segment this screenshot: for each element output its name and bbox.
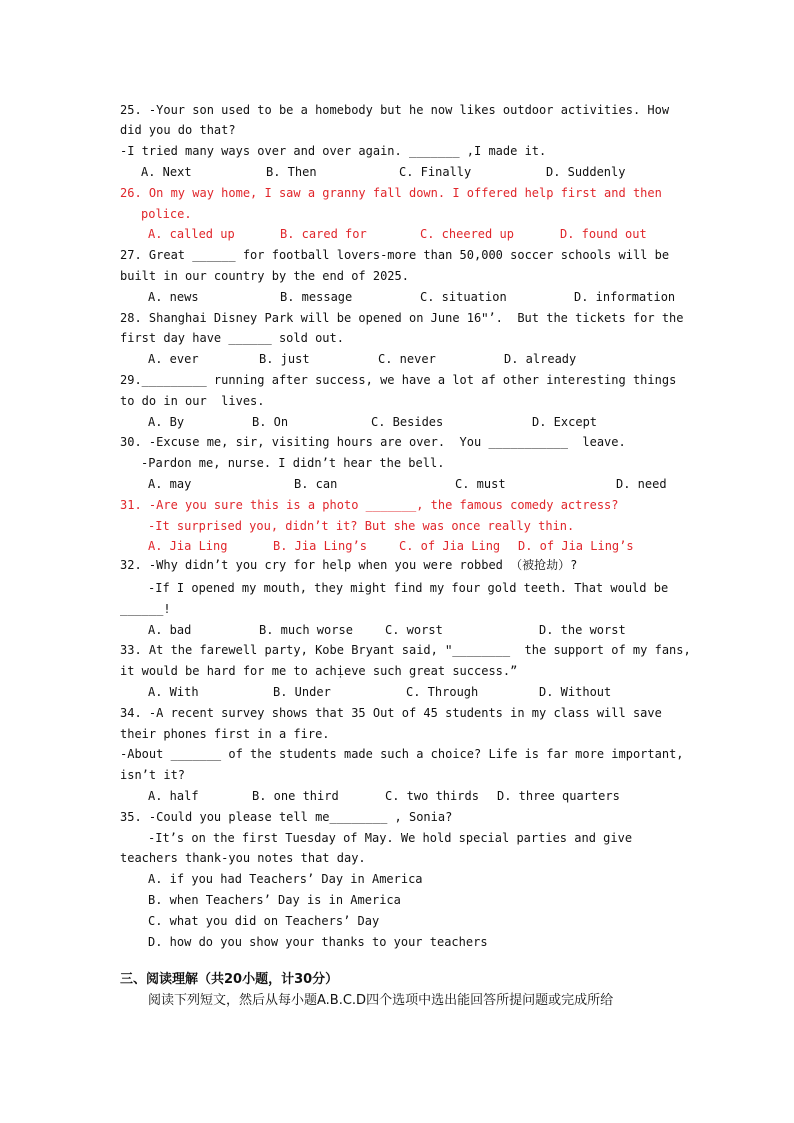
q34-stem-line4: isn’t it?	[120, 768, 186, 782]
q31-option-b: B. Jia Ling’s	[273, 539, 367, 553]
q25-option-a: A. Next	[141, 165, 192, 179]
q35-stem-line1: 35. -Could you please tell me________ , Sonia?	[120, 810, 453, 824]
q30-option-c: C. must	[455, 477, 506, 491]
q34-option-d: D. three quarters	[497, 789, 620, 803]
q27-stem-line1: 27. Great ______ for football lovers-more than 50,000 soccer schools will be	[120, 248, 670, 262]
q27-stem-line2: built in our country by the end of 2025.	[120, 269, 409, 283]
q25-stem-line2: did you do that?	[120, 123, 236, 137]
q28-option-c: C. never	[378, 352, 436, 366]
q29-option-b: B. On	[252, 415, 289, 429]
q30-stem-line1: 30. -Excuse me, sir, visiting hours are over. You ___________ leave.	[120, 435, 626, 449]
q26-option-a: A. called up	[148, 227, 235, 241]
q26-stem-line2: police.	[141, 207, 192, 221]
q32-stem-line2: -If I opened my mouth, they might find my four gold teeth. That would be	[148, 581, 669, 595]
q34-option-b: B. one third	[252, 789, 339, 803]
q25-option-b: B. Then	[266, 165, 317, 179]
q33-option-c: C. Through	[406, 685, 479, 699]
q32-option-b: B. much worse	[259, 623, 353, 637]
q32-stem-line1: 32. -Why didn’t you cry for help when you were robbed （被抢劫）?	[120, 558, 578, 572]
q29-stem-line2: to do in our lives.	[120, 394, 265, 408]
q25-option-c: C. Finally	[399, 165, 472, 179]
q26-option-c: C. cheered up	[420, 227, 514, 241]
q28-option-a: A. ever	[148, 352, 199, 366]
q27-option-a: A. news	[148, 290, 199, 304]
q33-option-a: A. With	[148, 685, 199, 699]
q33-stem-line2: it would be hard for me to achịeve such great success.”	[120, 664, 518, 678]
q35-option-b: B. when Teachers’ Day is in America	[148, 893, 401, 907]
q29-stem-line1: 29._________ running after success, we have a lot af other interesting things	[120, 373, 677, 387]
q34-stem-line3: -About _______ of the students made such a choice? Life is far more important,	[120, 747, 684, 761]
q34-option-a: A. half	[148, 789, 199, 803]
q27-option-d: D. information	[574, 290, 676, 304]
q30-option-b: B. can	[294, 477, 338, 491]
q32-option-c: C. worst	[385, 623, 443, 637]
q31-option-d: D. of Jia Ling’s	[518, 539, 634, 553]
q26-option-b: B. cared for	[280, 227, 367, 241]
q25-stem-line1: 25. -Your son used to be a homebody but he now likes outdoor activities. How	[120, 103, 670, 117]
q35-option-a: A. if you had Teachers’ Day in America	[148, 872, 423, 886]
q30-option-d: D. need	[616, 477, 667, 491]
q29-option-c: C. Besides	[371, 415, 444, 429]
section-heading: 三、阅读理解（共20小题，计30分）	[120, 972, 339, 987]
q35-stem-line2: -It’s on the first Tuesday of May. We hold special parties and give	[148, 831, 633, 845]
q35-option-c: C. what you did on Teachers’ Day	[148, 914, 380, 928]
q27-option-b: B. message	[280, 290, 353, 304]
section-instruction: 阅读下列短文，然后从每小题A.B.C.D四个选项中选出能回答所提问题或完成所给	[148, 993, 614, 1008]
q27-option-c: C. situation	[420, 290, 507, 304]
q33-stem-line1: 33. At the farewell party, Kobe Bryant said, ʺ________ the support of my fans,	[120, 643, 691, 657]
q28-option-b: B. just	[259, 352, 310, 366]
q25-option-d: D. Suddenly	[546, 165, 626, 179]
q35-option-d: D. how do you show your thanks to your teachers	[148, 935, 488, 949]
q31-option-a: A. Jia Ling	[148, 539, 228, 553]
q33-option-d: D. Without	[539, 685, 612, 699]
q35-stem-line3: teachers thank-you notes that day.	[120, 851, 366, 865]
q26-option-d: D. found out	[560, 227, 647, 241]
q32-stem-line3: ______!	[120, 602, 171, 616]
q26-stem-line1: 26. On my way home, I saw a granny fall down. I offered help first and then	[120, 186, 662, 200]
q28-stem-line2: first day have ______ sold out.	[120, 331, 344, 345]
q34-option-c: C. two thirds	[385, 789, 479, 803]
q31-stem-line1: 31. -Are you sure this is a photo _______, the famous comedy actress?	[120, 498, 619, 512]
q28-option-d: D. already	[504, 352, 577, 366]
q31-stem-line2: -It surprised you, didn’t it? But she was once really thin.	[148, 519, 575, 533]
q30-stem-line2: -Pardon me, nurse. I didn’t hear the bell.	[141, 456, 445, 470]
q34-stem-line1: 34. -A recent survey shows that 35 Out of 45 students in my class will save	[120, 706, 662, 720]
q29-option-a: A. By	[148, 415, 185, 429]
q29-option-d: D. Except	[532, 415, 598, 429]
q34-stem-line2: their phones first in a fire.	[120, 727, 330, 741]
q31-option-c: C. of Jia Ling	[399, 539, 501, 553]
q32-option-d: D. the worst	[539, 623, 626, 637]
q28-stem-line1: 28. Shanghai Disney Park will be opened on June 16ʺʼ. But the tickets for the	[120, 311, 684, 325]
q30-option-a: A. may	[148, 477, 192, 491]
q32-option-a: A. bad	[148, 623, 192, 637]
q25-stem-line3: -I tried many ways over and over again. _______ ,I made it.	[120, 144, 547, 158]
q33-option-b: B. Under	[273, 685, 331, 699]
